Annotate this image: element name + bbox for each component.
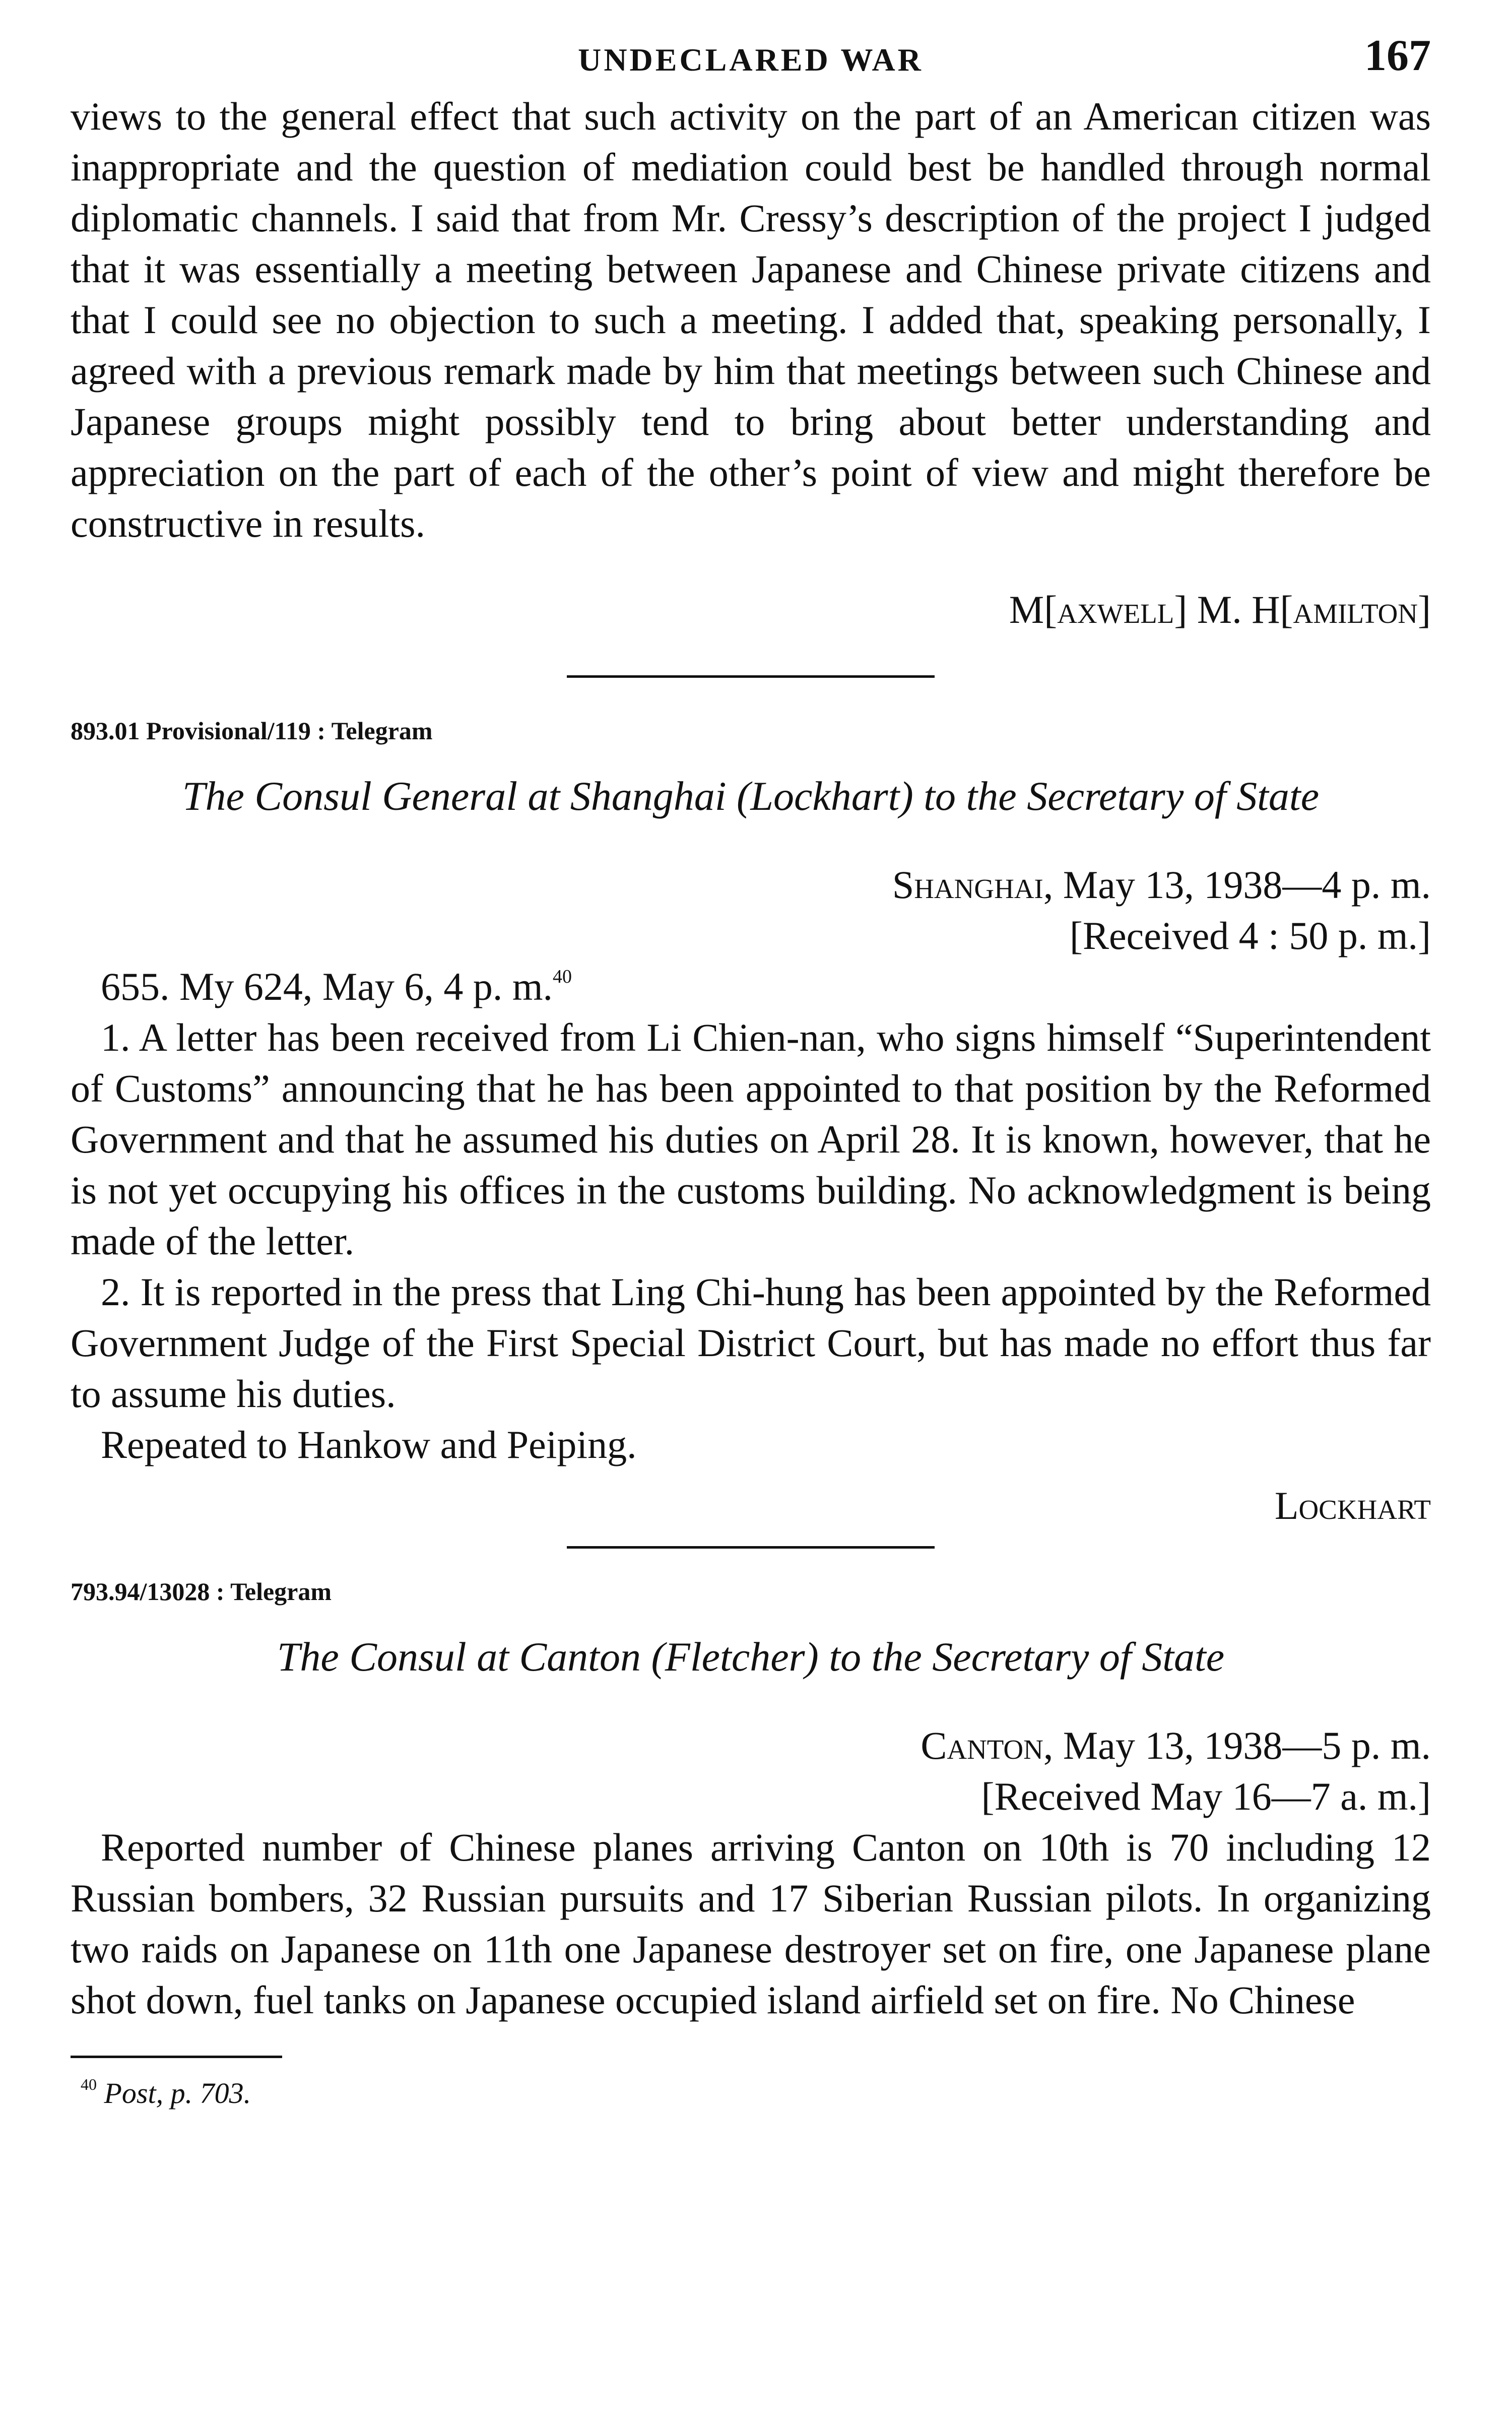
document-page [71, 30, 1431, 2114]
section-divider [567, 1546, 935, 1549]
document-heading: The Consul at Canton (Fletcher) to the Secretary of State [277, 1634, 1225, 1680]
telegram-reference-text: 655. My 624, May 6, 4 p. m. [101, 965, 553, 1008]
telegram-paragraph-2: 2. It is reported in the press that Ling Chi-hung has been appointed by the Reformed Government Judge of the First Special District Court, but has made no effort thus far to assume his duties. [71, 1270, 1431, 1416]
telegram-reference [71, 961, 1431, 1012]
document-heading: The Consul General at Shanghai (Lockhart) to the Secretary of State [182, 773, 1320, 819]
telegram-paragraph-1: Reported number of Chinese planes arriving Canton on 10th is 70 including 12 Russian bombers, 32 Russian pursuits and 17 Siberian Russian pilots. In organizing two raids on Japanese on 11th one Japanese destroyer set on fire, one Japanese plane shot down, fuel tanks on Japanese occupied island airfield set on fire. No Chinese [71, 1825, 1431, 2022]
received-line: [Received 4 : 50 p. m.] [1070, 914, 1431, 957]
file-reference: 793.94/13028 : Telegram [71, 1577, 332, 1606]
telegram-paragraph-3: Repeated to Hankow and Peiping. [101, 1423, 637, 1466]
footnote-mark: 40 [553, 966, 572, 987]
file-reference: 893.01 Provisional/119 : Telegram [71, 717, 433, 745]
dateline [71, 859, 1431, 910]
running-title: UNDECLARED WAR [578, 42, 924, 78]
memo-signature: M[axwell] M. H[amilton] [1009, 588, 1431, 631]
running-head [71, 30, 1431, 91]
dateline-date: , May 13, 1938—5 p. m. [1043, 1723, 1431, 1767]
page-number: 167 [1364, 31, 1431, 80]
received-line: [Received May 16—7 a. m.] [981, 1774, 1431, 1818]
footnote-text: Post, p. 703. [104, 2077, 251, 2110]
dateline-place: Shanghai [892, 863, 1043, 907]
dateline-date: , May 13, 1938—4 p. m. [1043, 863, 1431, 907]
memo-paragraph: views to the general effect that such activity on the part of an American citizen was inappropriate and the question of mediation could best be handled through normal diplomatic channels. I said that from Mr. Cressy’s description of the project I judged that it was essentially a meeting between Japanese and Chinese private citizens and that I could see no objection to such a meeting. I added that, speaking personally, I agreed with a previous remark made by him that meetings between such Chinese and Japanese groups might possibly tend to bring about better understanding and appreciation on the part of each of the other’s point of view and might therefore be constructive in results. [71, 94, 1431, 545]
dateline-place: Canton [921, 1723, 1043, 1767]
footnote [71, 2073, 1431, 2114]
footnote-number: 40 [81, 2075, 97, 2093]
section-divider [567, 675, 935, 678]
telegram-paragraph-1: 1. A letter has been received from Li Chien-nan, who signs himself “Superintendent of Customs” announcing that he has been appointed to that position by the Reformed Government and that he assumed his duties on April 28. It is known, however, that he is not yet occupying his offices in the customs building. No acknowledgment is being made of the letter. [71, 1015, 1431, 1263]
dateline [71, 1720, 1431, 1771]
footnote-rule [71, 2056, 282, 2058]
telegram-signature: Lockhart [1274, 1484, 1431, 1527]
